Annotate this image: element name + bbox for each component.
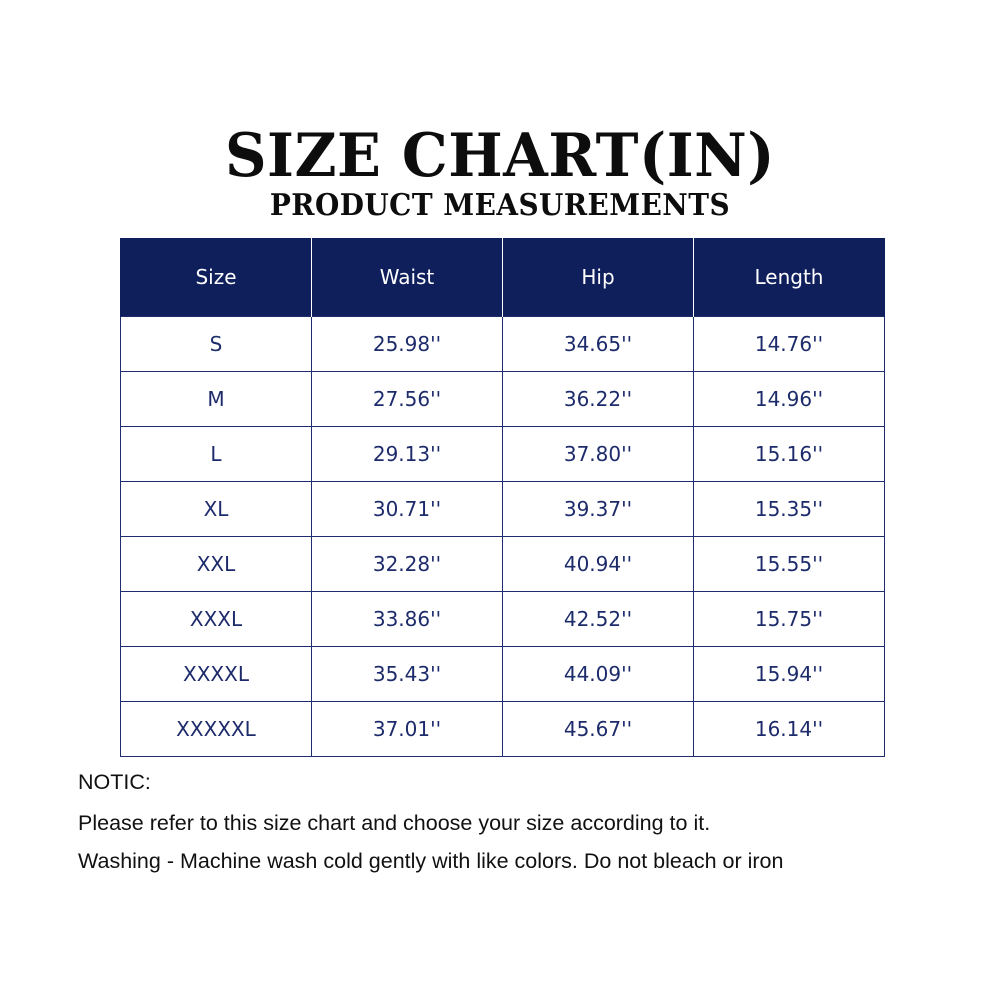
column-header-waist: Waist <box>312 238 503 317</box>
cell-size: XXL <box>121 537 312 592</box>
cell-hip: 44.09'' <box>503 647 694 702</box>
notes-heading: NOTIC: <box>78 770 151 794</box>
cell-hip: 37.80'' <box>503 427 694 482</box>
cell-size: M <box>121 372 312 427</box>
size-chart-table <box>120 238 885 757</box>
cell-hip: 42.52'' <box>503 592 694 647</box>
cell-length: 15.75'' <box>694 592 885 647</box>
cell-size: XXXL <box>121 592 312 647</box>
cell-size: XL <box>121 482 312 537</box>
table-row <box>121 372 885 427</box>
cell-size: L <box>121 427 312 482</box>
cell-waist: 32.28'' <box>312 537 503 592</box>
table-row <box>121 537 885 592</box>
cell-waist: 29.13'' <box>312 427 503 482</box>
cell-waist: 30.71'' <box>312 482 503 537</box>
cell-length: 15.94'' <box>694 647 885 702</box>
cell-waist: 33.86'' <box>312 592 503 647</box>
cell-hip: 36.22'' <box>503 372 694 427</box>
table-row <box>121 482 885 537</box>
cell-waist: 25.98'' <box>312 317 503 372</box>
column-header-size: Size <box>121 238 312 317</box>
cell-waist: 37.01'' <box>312 702 503 757</box>
table-row <box>121 427 885 482</box>
cell-length: 14.96'' <box>694 372 885 427</box>
cell-length: 16.14'' <box>694 702 885 757</box>
note-washing: Washing - Machine wash cold gently with like colors. Do not bleach or iron <box>78 849 784 873</box>
cell-hip: 45.67'' <box>503 702 694 757</box>
table-row <box>121 317 885 372</box>
table-header-row <box>121 238 885 317</box>
cell-length: 15.16'' <box>694 427 885 482</box>
page-subtitle: PRODUCT MEASUREMENTS <box>269 188 731 223</box>
cell-hip: 39.37'' <box>503 482 694 537</box>
column-header-hip: Hip <box>503 238 694 317</box>
table-row <box>121 592 885 647</box>
cell-hip: 40.94'' <box>503 537 694 592</box>
cell-size: S <box>121 317 312 372</box>
table-row <box>121 647 885 702</box>
cell-length: 15.55'' <box>694 537 885 592</box>
table-row <box>121 702 885 757</box>
column-header-length: Length <box>694 238 885 317</box>
cell-waist: 27.56'' <box>312 372 503 427</box>
cell-size: XXXXXL <box>121 702 312 757</box>
cell-length: 15.35'' <box>694 482 885 537</box>
cell-size: XXXXL <box>121 647 312 702</box>
cell-waist: 35.43'' <box>312 647 503 702</box>
cell-length: 14.76'' <box>694 317 885 372</box>
page-title: SIZE CHART(IN) <box>224 121 776 191</box>
note-size-advice: Please refer to this size chart and choose your size according to it. <box>78 811 711 835</box>
cell-hip: 34.65'' <box>503 317 694 372</box>
